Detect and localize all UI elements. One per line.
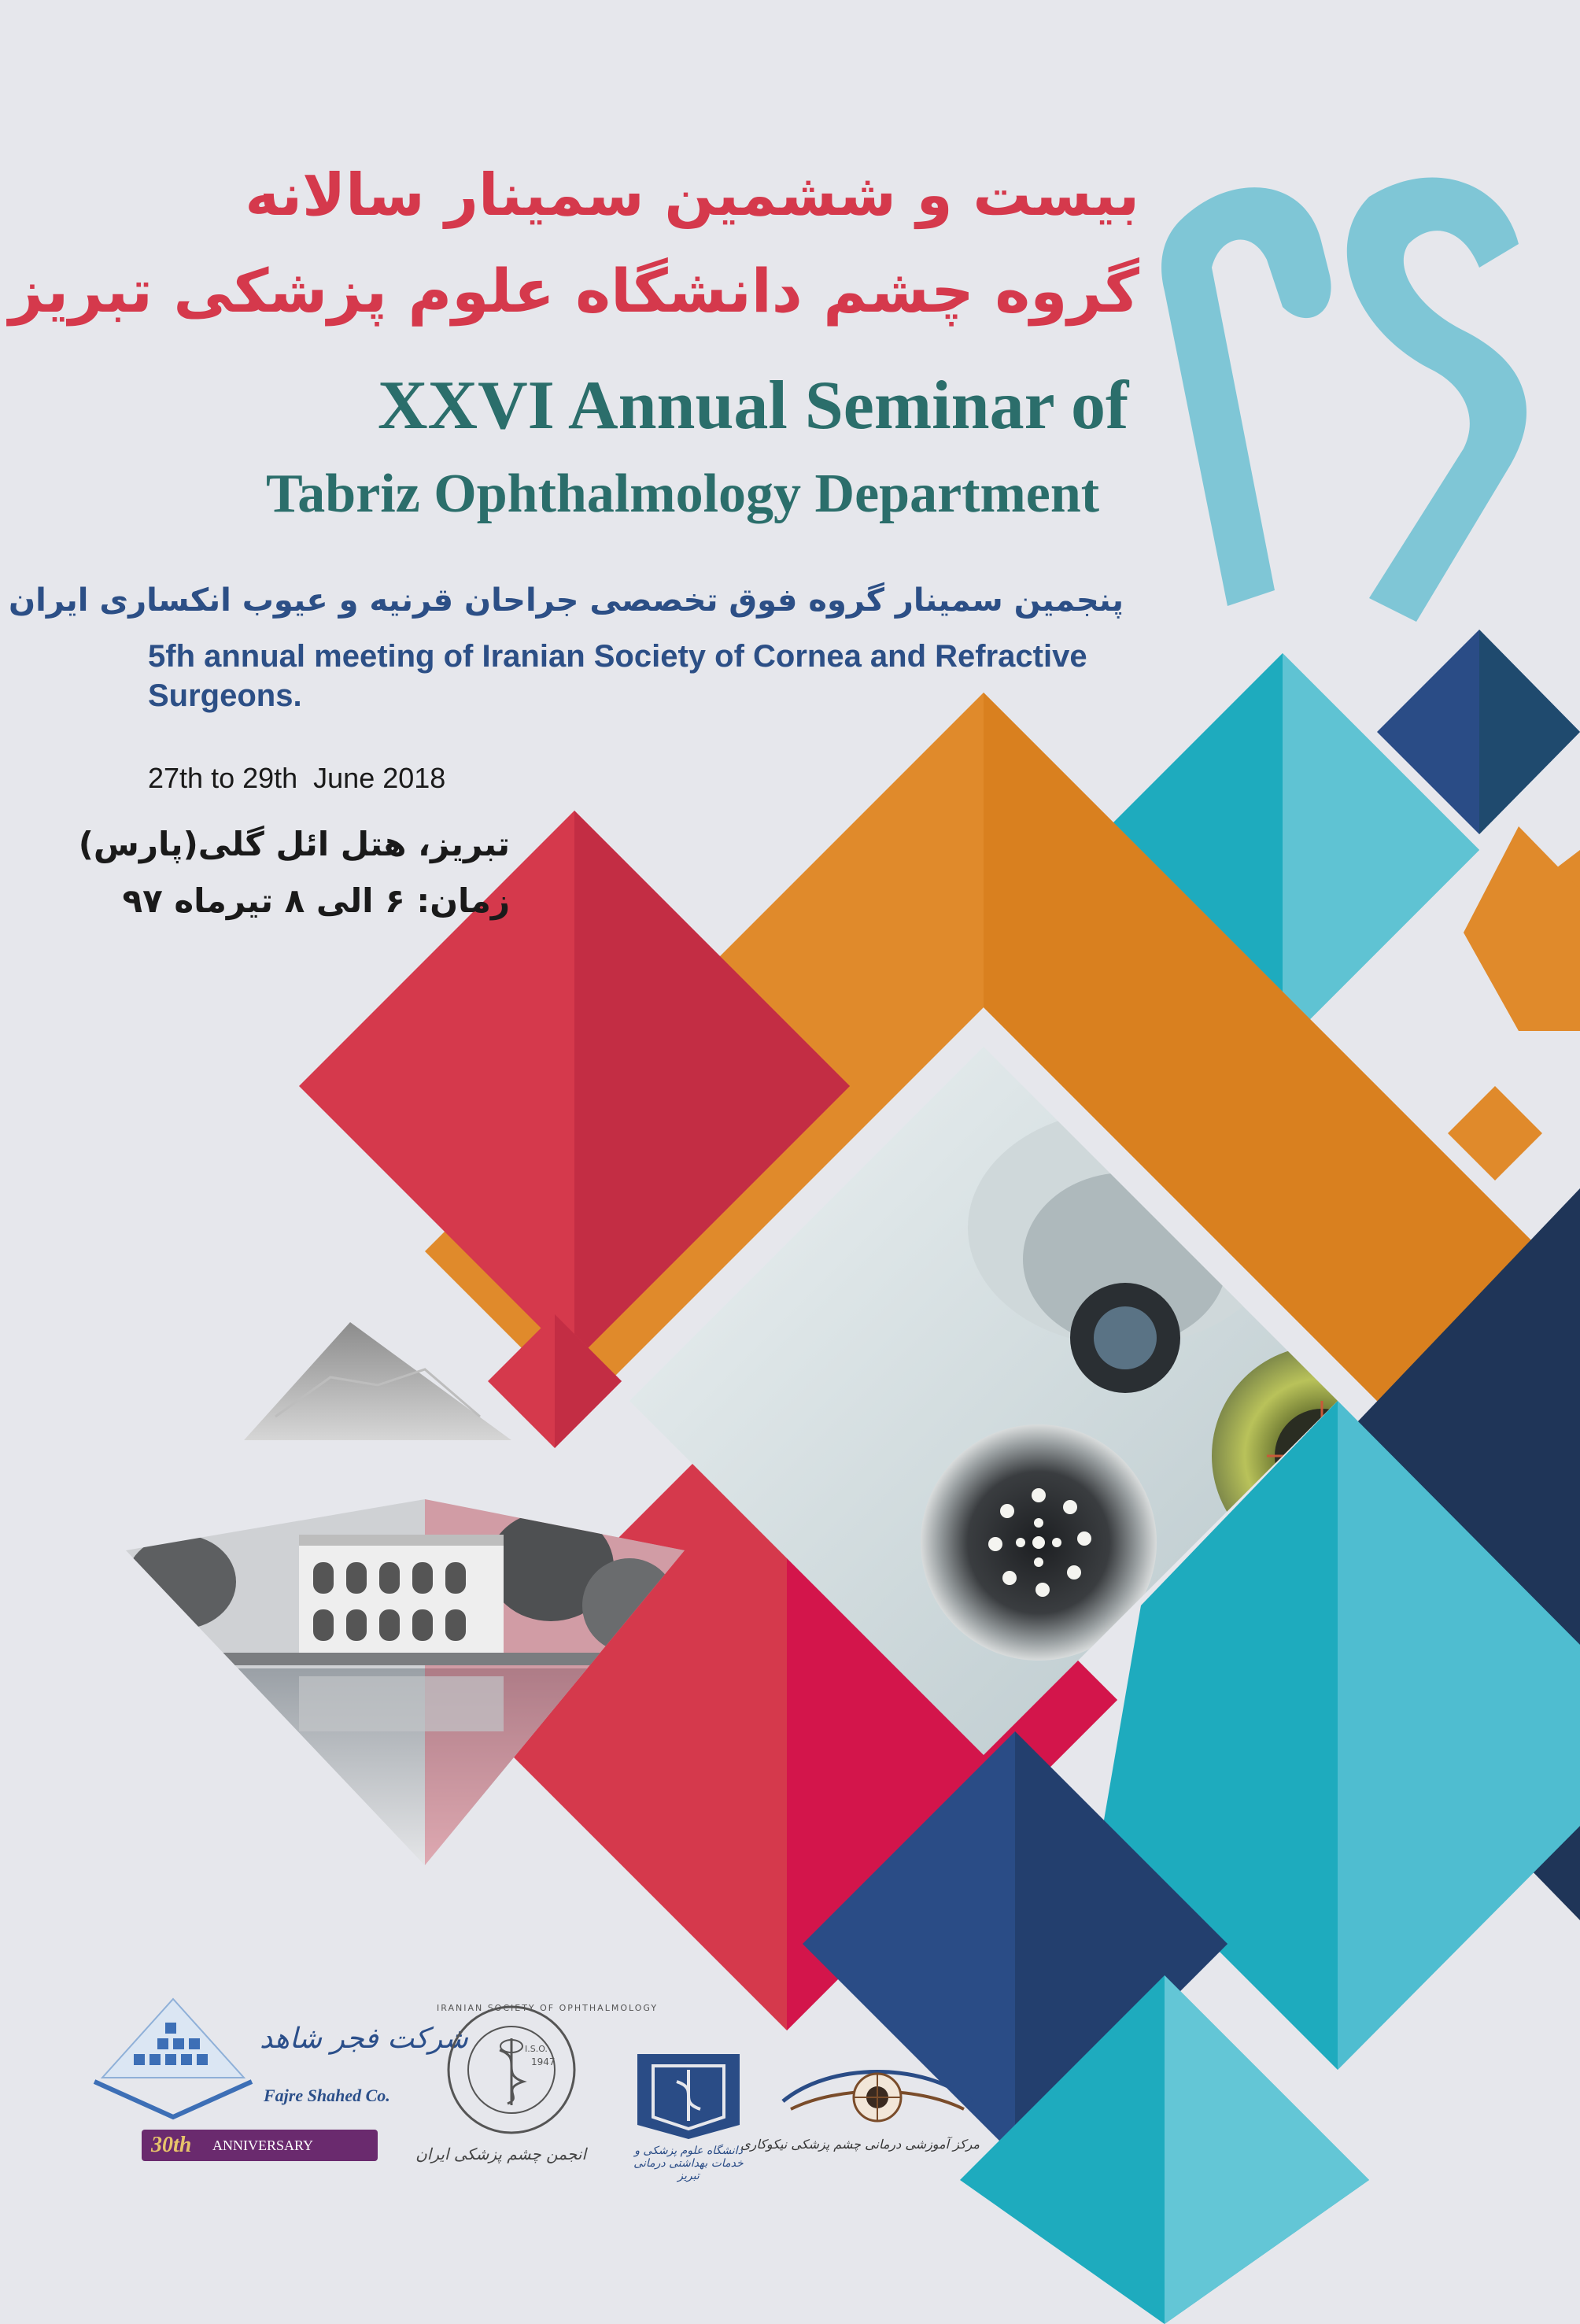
iso-fa-name: انجمن چشم پزشکی ایران xyxy=(415,2145,586,2163)
diamond-orange-tiny xyxy=(1448,1086,1542,1180)
title-fa-line1: بیست و ششمین سمینار سالانه xyxy=(245,161,1139,229)
anniversary-number: 30th xyxy=(151,2133,192,2157)
nikookari-center-name: مرکز آموزشی درمانی چشم پزشکی نیکوکاری xyxy=(740,2137,980,2152)
logo-fajre-shahed xyxy=(87,1991,468,2188)
venue-fa: تبریز، هتل ائل گلی(پارس) xyxy=(78,825,510,863)
eye-logo-icon xyxy=(775,2058,980,2129)
anniversary-word: ANNIVERSARY xyxy=(212,2137,314,2153)
date-en: 27th to 29th June 2018 xyxy=(148,762,446,794)
subtitle-fa: پنجمین سمینار گروه فوق تخصصی جراحان قرنیه و عیوب انکساری ایران xyxy=(9,582,1124,619)
tabriz-university-name: دانشگاه علوم پزشکی و خدمات بهداشتی درمانی تبریز xyxy=(633,2145,744,2182)
university-emblem-icon xyxy=(622,2046,755,2141)
subtitle-en-line1: 5fh annual meeting of Iranian Society of Cornea and Refractive xyxy=(148,639,1087,674)
iso-ring-text: IRANIAN SOCIETY OF OPHTHALMOLOGY xyxy=(437,2003,659,2013)
logo-iranian-society xyxy=(415,2003,659,2192)
mountain-image xyxy=(244,1322,511,1440)
iso-year: 1947 xyxy=(531,2056,556,2067)
time-fa: زمان: ۶ الی ۸ تیرماه ۹۷ xyxy=(122,881,510,920)
big-number-26 xyxy=(1133,150,1558,637)
title-en-line2: Tabriz Ophthalmology Department xyxy=(266,464,1100,524)
iso-seal-icon xyxy=(437,2003,659,2137)
logo-tabriz-university xyxy=(622,2046,755,2180)
fajre-shahed-name: Fajre Shahed Co. xyxy=(264,2086,390,2105)
title-en-line1: XXVI Annual Seminar of xyxy=(378,368,1129,444)
anniversary-ribbon xyxy=(142,2130,378,2161)
iso-abbr: I.S.O. xyxy=(525,2044,548,2054)
fajre-shahed-script: شرکت فجر شاهد xyxy=(260,2023,468,2055)
title-fa-line2: گروه چشم دانشگاه علوم پزشکی تبریز xyxy=(9,256,1139,326)
logo-nikookari-center xyxy=(740,2058,980,2176)
big-number-graphic xyxy=(1133,150,1558,637)
subtitle-en-line2: Surgeons. xyxy=(148,678,302,713)
